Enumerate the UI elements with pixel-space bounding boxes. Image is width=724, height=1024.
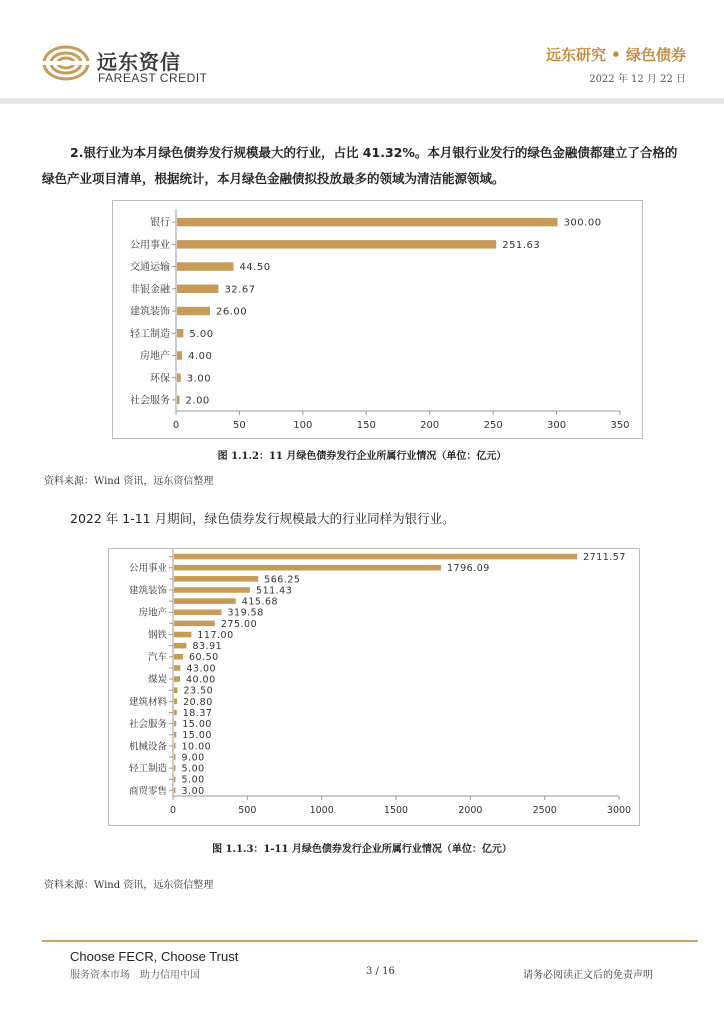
data-label: 60.50: [188, 652, 219, 664]
data-label: 15.00: [182, 719, 212, 731]
bar: [174, 643, 186, 649]
x-tick-label: 50: [233, 420, 246, 431]
data-label: 9.00: [181, 752, 205, 764]
bar: [177, 240, 496, 248]
x-tick-label: 350: [610, 420, 630, 431]
data-label: 40.00: [185, 674, 216, 686]
bar: [174, 754, 176, 760]
data-label: 43.00: [186, 663, 217, 675]
data-label: 3.00: [186, 373, 212, 385]
figure-caption-1: 图 1.1.2：11 月绿色债券发行企业所属行业情况（单位：亿元）: [217, 451, 507, 462]
bar: [177, 373, 181, 381]
category-label: 银行: [150, 217, 170, 229]
category-label: 社会服务: [128, 719, 167, 731]
bar: [174, 687, 177, 693]
data-label: 3.00: [181, 785, 205, 797]
data-label: 18.37: [182, 707, 213, 719]
page-header: [0, 0, 724, 108]
data-label: 83.91: [192, 641, 223, 653]
data-label: 10.00: [181, 741, 212, 753]
bar: [174, 665, 180, 671]
bar: [174, 732, 176, 738]
x-tick-label: 1000: [309, 805, 334, 816]
bar: [174, 632, 191, 638]
bar: [174, 721, 176, 727]
header-divider: [0, 98, 724, 104]
chart-november-svg: [113, 201, 642, 438]
data-label: 15.00: [182, 730, 212, 742]
data-label: 26.00: [215, 306, 248, 318]
bar: [177, 285, 218, 293]
bar: [174, 654, 183, 660]
category-label: 建筑材料: [128, 696, 167, 708]
category-label: 钢铁: [147, 629, 167, 641]
data-label: 2.00: [185, 395, 210, 407]
bar: [174, 587, 250, 593]
footer-disclaimer: 请务必阅读正文后的免责声明: [523, 970, 653, 981]
x-tick-label: 100: [293, 420, 313, 431]
category-label: 公用事业: [128, 563, 167, 575]
data-label: 1796.09: [447, 563, 490, 575]
x-tick-label: 0: [169, 805, 177, 816]
x-tick-label: 150: [356, 420, 376, 431]
bar: [174, 777, 176, 783]
category-label: 社会服务: [130, 395, 170, 407]
bar: [174, 743, 176, 749]
category-label: 公用事业: [130, 239, 170, 251]
data-label: 251.63: [502, 239, 541, 251]
data-label: 415.68: [241, 596, 279, 608]
page-number: 3 / 16: [366, 966, 395, 977]
data-label: 20.80: [183, 696, 213, 708]
chart-ytd-industry: [108, 548, 640, 826]
data-label: 511.43: [256, 585, 293, 597]
figure-source-2: 资料来源：Wind 资讯，远东资信整理: [44, 880, 214, 891]
category-label: 建筑装饰: [130, 306, 170, 318]
x-tick-label: 250: [483, 420, 503, 431]
data-label: 23.50: [183, 685, 214, 697]
category-label: 建筑装饰: [128, 585, 167, 597]
data-label: 44.50: [239, 262, 271, 274]
category-label: 轻工制造: [128, 763, 167, 775]
category-label: 房地产: [140, 351, 170, 363]
x-tick-label: 300: [547, 420, 567, 431]
figure-caption-2: 图 1.1.3：1-11 月绿色债券发行企业所属行业情况（单位：亿元）: [212, 844, 512, 855]
chart-ytd-svg: [109, 549, 639, 825]
category-label: 机械设备: [128, 741, 167, 753]
x-tick-label: 1500: [383, 805, 409, 816]
chart-november-industry: [112, 200, 643, 439]
x-tick-label: 0: [172, 420, 180, 431]
category-label: 环保: [150, 373, 170, 385]
report-date: 2022 年 12 月 22 日: [589, 74, 686, 85]
data-label: 300.00: [563, 217, 602, 229]
bar: [177, 396, 180, 404]
figure-source-1: 资料来源：Wind 资讯，远东资信整理: [44, 476, 214, 487]
bar: [177, 329, 183, 337]
bar: [177, 351, 182, 359]
logo-text-en: FAREAST CREDIT: [98, 71, 208, 85]
bar: [174, 710, 177, 716]
bar: [174, 576, 258, 582]
fareast-logo-icon: [42, 44, 90, 82]
category-label: 轻工制造: [130, 328, 170, 340]
bar: [174, 554, 577, 560]
paragraph-ytd: 2022 年 1-11 月期间，绿色债券发行规模最大的行业同样为银行业。: [70, 511, 455, 526]
bar: [177, 218, 558, 226]
category-label: 非银金融: [130, 284, 170, 296]
x-tick-label: 2500: [532, 805, 557, 816]
data-label: 275.00: [220, 618, 258, 630]
category-label: 煤炭: [147, 674, 167, 686]
bar: [177, 307, 210, 315]
x-tick-label: 3000: [606, 805, 632, 816]
bar: [174, 676, 180, 682]
data-label: 2711.57: [583, 551, 626, 563]
category-label: 商贸零售: [128, 785, 167, 797]
x-tick-label: 500: [238, 805, 257, 816]
category-label: 汽车: [147, 652, 167, 664]
category-label: 房地产: [138, 607, 167, 619]
footer-divider: [42, 940, 698, 942]
data-label: 117.00: [197, 629, 234, 641]
data-label: 32.67: [224, 284, 256, 296]
footer-slogan-cn: 服务资本市场 助力信用中国: [70, 970, 200, 981]
data-label: 5.00: [181, 763, 205, 775]
data-label: 319.58: [227, 607, 264, 619]
data-label: 5.00: [181, 774, 205, 786]
bar: [174, 565, 441, 571]
report-section-title: 远东研究 • 绿色债券: [545, 46, 686, 64]
bar: [174, 788, 176, 794]
bar: [174, 598, 236, 604]
bar: [174, 621, 215, 627]
bar: [174, 699, 177, 705]
footer-slogan-en: Choose FECR, Choose Trust: [70, 949, 239, 964]
bar: [174, 609, 222, 615]
data-label: 5.00: [189, 328, 214, 340]
bar: [177, 262, 233, 270]
bar: [174, 765, 176, 771]
category-label: 交通运输: [130, 262, 170, 274]
x-tick-label: 2000: [458, 805, 483, 816]
data-label: 566.25: [264, 574, 301, 586]
paragraph-banking-share: 2.银行业为本月绿色债券发行规模最大的行业，占比 41.32%。本月银行业发行的绿色金融债都建立了合格的绿色产业项目清单，根据统计，本月绿色金融债拟投放最多的领域为清洁能源领域。: [42, 145, 678, 186]
x-tick-label: 200: [420, 420, 440, 431]
data-label: 4.00: [188, 351, 213, 363]
logo-text-cn: 远东资信: [97, 50, 181, 74]
